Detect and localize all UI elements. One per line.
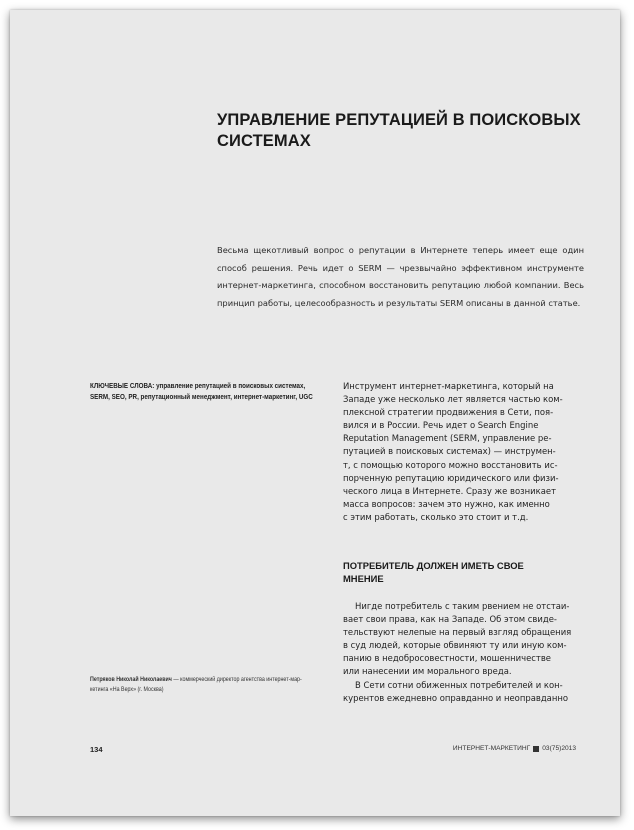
section-paragraph: Нигде потребитель с таким рвением не отстаи- вает свои права, как на Западе. Об этом свиде- тельствуют нелепые на первый взгляд обращения в суд людей, которые обвиняют ту или иную ком- панию в недобросовестности, мошенничестве или нанесении им морального вреда. [343, 601, 572, 677]
section-paragraph: В Сети сотни обиженных потребителей и кон- курентов ежедневно оправданно и неоправданно [343, 679, 569, 703]
intro-paragraph: Инструмент интернет-маркетинга, который на Западе уже несколько лет является частью ком- плексной стратегии продвижения в Сети, поя- вился и в России. Речь идет о Search Engine Reputation Management (SERM, управление ре- путацией в поисковых системах) — инструмен- т, с помощью которого можно восстановить ис- порченную репутацию юридического или физи- ческого лица в Интернете. Сразу же возникает масса вопросов: зачем это нужно, как именно с этим работать, сколько это стоит и т.д. [343, 381, 563, 522]
magazine-name: ИНТЕРНЕТ-МАРКЕТИНГ [452, 745, 531, 752]
article-title: УПРАВЛЕНИЕ РЕПУТАЦИЕЙ В ПОИСКОВЫХ СИСТЕМАХ [217, 111, 581, 150]
article-body-intro [343, 380, 587, 524]
article-body-section [343, 600, 587, 705]
author-note [90, 675, 339, 695]
author-name: Петряков Николай Николаевич [90, 676, 172, 683]
keywords-block: КЛЮЧЕВЫЕ СЛОВА: управление репутацией в поисковых системах, SERM, SEO, PR, репутационный менеджмент, интернет-маркетинг, UGC [90, 381, 313, 401]
section-heading: ПОТРЕБИТЕЛЬ ДОЛЖЕН ИМЕТЬ СВОЕ МНЕНИЕ [343, 560, 524, 584]
footer-magazine [453, 745, 576, 752]
page-number: 134 [90, 745, 103, 754]
author-details: — коммерческий директор агентства интернет-мар- кетинга «На Верх» (г. Москва) [90, 676, 302, 693]
issue-number: 03(75)2013 [542, 745, 576, 752]
article-lead: Весьма щекотливый вопрос о репутации в Интернете теперь имеет еще один способ решения. Речь идет о SERM — чрезвычайно эффективном инструменте интернет-маркетинга, способном восстановить репутацию любой компании. Весь принцип работы, целесообразность и результаты SERM описаны в данной статье. [217, 245, 584, 308]
page-sheet [10, 10, 620, 816]
square-separator-icon [533, 746, 539, 752]
